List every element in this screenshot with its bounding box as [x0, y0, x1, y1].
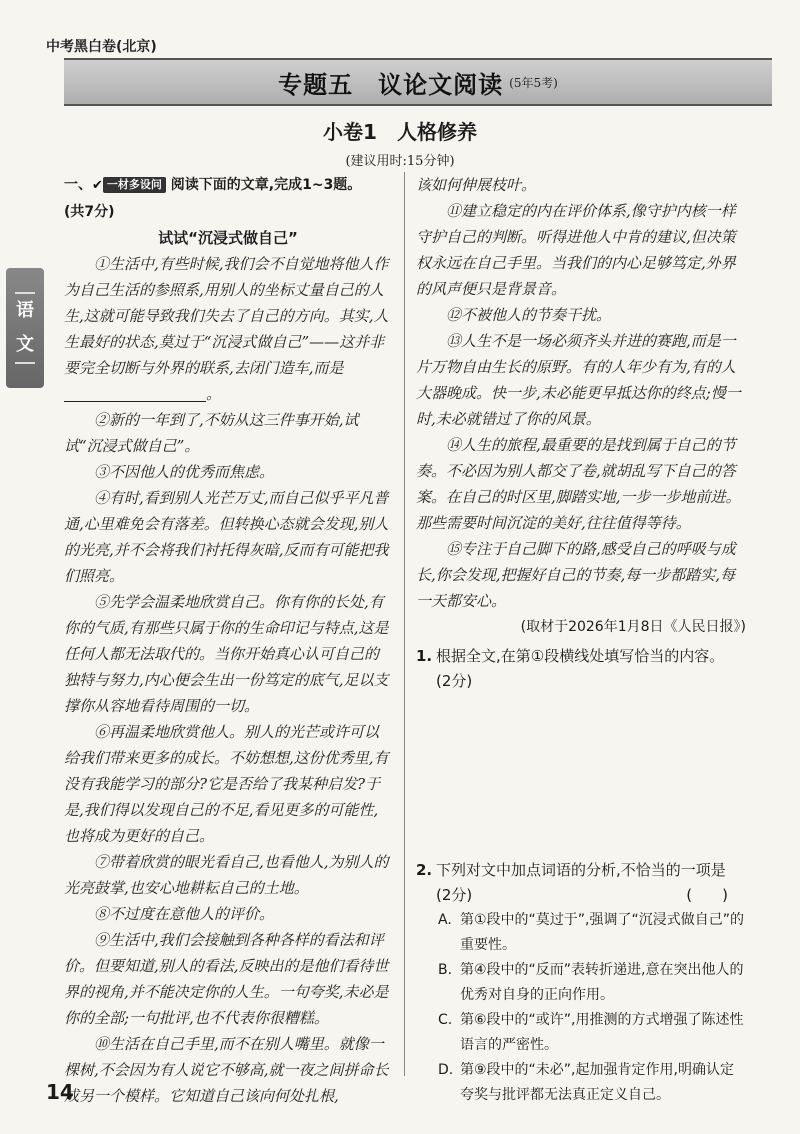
- paragraph-1-text: ①生活中,有些时候,我们会不自觉地将他人作为自己生活的参照系,用别人的坐标丈量自己的人生,这就可能导致我们失去了自己的方向。其实,人生最好的状态,莫过于“沉浸式做自己”——这并非要完全切断与外界的联系,去闭门造车,而是: [64, 255, 389, 377]
- right-column: [416, 172, 746, 1108]
- paragraph-11: ⑪建立稳定的内在评价体系,像守护内核一样守护自己的判断。听得进他人中肯的建议,但决策权永远在自己手里。当我们的内心足够笃定,外界的风声便只是背景音。: [416, 202, 736, 298]
- fill-in-blank[interactable]: [64, 385, 206, 402]
- option-d-text: 第⑨段中的“未必”,起加强肯定作用,明确认定夸奖与批评都无法真正定义自己。: [460, 1062, 734, 1103]
- paragraph-12: ⑫不被他人的节奏干扰。: [446, 306, 612, 324]
- left-column: [64, 172, 392, 1109]
- question-1-text: 根据全文,在第①段横线处填写恰当的内容。: [436, 647, 725, 665]
- section-instruction: 阅读下面的文章,完成1~3题。: [170, 177, 362, 193]
- column-divider: [404, 172, 405, 1076]
- option-c[interactable]: [438, 1008, 746, 1058]
- option-c-label: C.: [438, 1012, 453, 1028]
- section-heading: [64, 172, 392, 199]
- paragraph-1: [64, 251, 392, 407]
- section-badge: 一材多设问: [103, 177, 166, 193]
- paragraph-14: ⑭人生的旅程,最重要的是找到属于自己的节奏。不必因为别人都交了卷,就胡乱写下自己的答案。在自己的时区里,脚踏实地,一步一步地前进。那些需要时间沉淀的美好,往往值得等待。: [416, 436, 741, 532]
- option-b-label: B.: [438, 962, 453, 978]
- option-b-text: 第④段中的“反而”表转折递进,意在突出他人的优秀对自身的正向作用。: [460, 962, 744, 1003]
- paragraph-7: ⑦带着欣赏的眼光看自己,也看他人,为别人的光亮鼓掌,也安心地耕耘自己的土地。: [64, 853, 389, 897]
- option-a-label: A.: [438, 912, 452, 928]
- question-1-answer-area[interactable]: [416, 694, 746, 854]
- paragraph-8: ⑧不过度在意他人的评价。: [94, 905, 275, 923]
- question-1-score: (2分): [436, 672, 473, 690]
- paragraph-1-end: 。: [206, 385, 222, 403]
- section-prefix: 一、: [64, 177, 92, 193]
- question-1-number: 1.: [416, 647, 433, 665]
- series-title: 中考黑白卷(北京): [46, 39, 157, 55]
- paragraph-13: ⑬人生不是一场必须齐头并进的赛跑,而是一片万物自由生长的原野。有的人年少有为,有的人大器晚成。快一步,未必能更早抵达你的终点;慢一时,未必就错过了你的风景。: [416, 332, 741, 428]
- section-subtitle: 小卷1 人格修养: [323, 120, 477, 144]
- paragraph-9: ⑨生活中,我们会接触到各种各样的看法和评价。但要知道,别人的看法,反映出的是他们看待世界的视角,并不能决定你的人生。一句夸奖,未必是你的全部;一句批评,也不代表你很糟糕。: [64, 931, 389, 1027]
- option-a-text: 第①段中的“莫过于”,强调了“沉浸式做自己”的重要性。: [460, 912, 745, 953]
- checkmark-icon: ✔: [92, 178, 103, 193]
- paragraph-10: ⑩生活在自己手里,而不在别人嘴里。就像一棵树,不会因为有人说它不够高,就一夜之间拼命长成另一个模样。它知道自己该向何处扎根,: [64, 1035, 389, 1105]
- topic-banner: [64, 58, 772, 106]
- section-score: (共7分): [64, 204, 115, 220]
- question-2: [416, 858, 746, 908]
- paragraph-3: ③不因他人的优秀而焦虑。: [94, 463, 275, 481]
- time-note: (建议用时:15分钟): [345, 154, 455, 169]
- answer-bracket[interactable]: ( ): [686, 886, 728, 904]
- option-a[interactable]: [438, 908, 746, 958]
- paragraph-15: ⑮专注于自己脚下的路,感受自己的呼吸与成长,你会发现,把握好自己的节奏,每一步都踏实,每一天都安心。: [416, 540, 736, 610]
- question-2-text: 下列对文中加点词语的分析,不恰当的一项是: [436, 861, 726, 879]
- page-number: 14: [46, 1080, 74, 1104]
- paragraph-4: ④有时,看到别人光芒万丈,而自己似乎平凡普通,心里难免会有落差。但转换心态就会发现,别人的光亮,并不会将我们衬托得灰暗,反而有可能把我们照亮。: [64, 489, 389, 585]
- question-2-number: 2.: [416, 861, 433, 879]
- paragraph-2: ②新的一年到了,不妨从这三件事开始,试试“沉浸式做自己”。: [64, 411, 359, 455]
- paragraph-10-continued: 该如何伸展枝叶。: [416, 176, 537, 194]
- article-source: (取材于2026年1月8日《人民日报》): [520, 619, 746, 635]
- banner-subtitle: (5年5考): [509, 75, 558, 90]
- question-2-score: (2分): [436, 886, 473, 904]
- side-tab-char-1: 语: [16, 300, 34, 321]
- side-tab-char-2: 文: [16, 334, 34, 355]
- question-1: [416, 644, 746, 694]
- paragraph-5: ⑤先学会温柔地欣赏自己。你有你的长处,有你的气质,有那些只属于你的生命印记与特点,这是任何人都无法取代的。当你开始真心认可自己的独特与努力,内心便会生出一份笃定的底气,足以支撑你从容地看待周围的一切。: [64, 593, 389, 715]
- option-c-text: 第⑥段中的“或许”,用推测的方式增强了陈述性语言的严密性。: [460, 1012, 744, 1053]
- option-d[interactable]: [438, 1058, 746, 1108]
- option-b[interactable]: [438, 958, 746, 1008]
- subject-side-tab: [6, 268, 44, 388]
- article-title: 试试“沉浸式做自己”: [158, 229, 298, 247]
- paragraph-6: ⑥再温柔地欣赏他人。别人的光芒或许可以给我们带来更多的成长。不妨想想,这份优秀里,有没有我能学习的部分?它是否给了我某种启发?于是,我们得以发现自己的不足,看见更多的可能性,也将成为更好的自己。: [64, 723, 389, 845]
- banner-title: 专题五 议论文阅读: [278, 70, 504, 99]
- option-d-label: D.: [438, 1062, 454, 1078]
